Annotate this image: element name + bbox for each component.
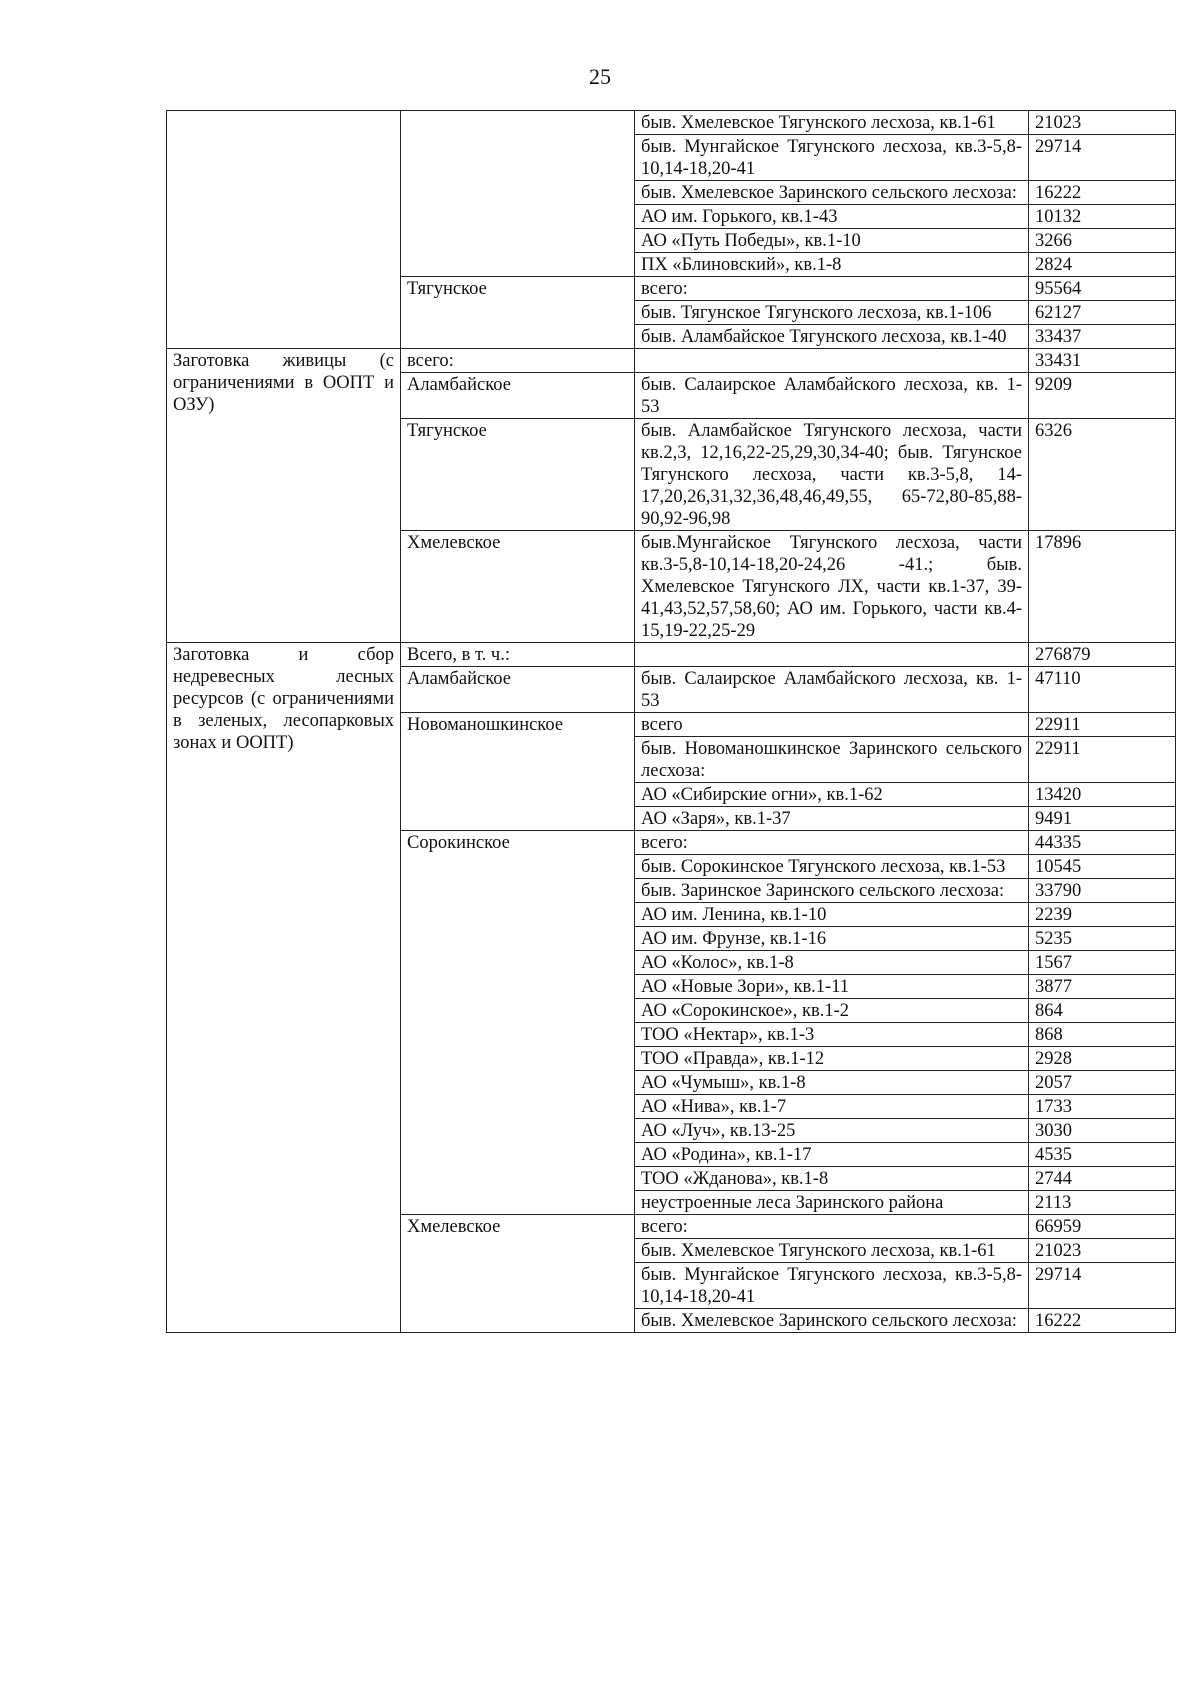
volume-cell: 33437 (1029, 325, 1176, 349)
volume-cell: 3030 (1029, 1119, 1176, 1143)
area-cell: АО «Новые Зори», кв.1-11 (635, 975, 1029, 999)
area-cell: ТОО «Правда», кв.1-12 (635, 1047, 1029, 1071)
area-cell: всего: (635, 1215, 1029, 1239)
volume-cell: 5235 (1029, 927, 1176, 951)
forestry-cell: Новоманошкинское (401, 713, 635, 831)
volume-cell: 1567 (1029, 951, 1176, 975)
forestry-cell: Всего, в т. ч.: (401, 643, 635, 667)
forestry-cell: Хмелевское (401, 1215, 635, 1333)
area-cell: быв. Мунгайское Тягунского лесхоза, кв.3-5,8-10,14-18,20-41 (635, 1263, 1029, 1309)
forestry-cell: Сорокинское (401, 831, 635, 1215)
volume-cell: 3877 (1029, 975, 1176, 999)
area-cell: всего: (635, 277, 1029, 301)
forestry-cell: всего: (401, 349, 635, 373)
forestry-cell: Тягунское (401, 277, 635, 349)
volume-cell: 62127 (1029, 301, 1176, 325)
area-cell: неустроенные леса Заринского района (635, 1191, 1029, 1215)
volume-cell: 10132 (1029, 205, 1176, 229)
area-cell: АО «Луч», кв.13-25 (635, 1119, 1029, 1143)
volume-cell: 29714 (1029, 135, 1176, 181)
volume-cell: 6326 (1029, 419, 1176, 531)
volume-cell: 1733 (1029, 1095, 1176, 1119)
volume-cell: 21023 (1029, 111, 1176, 135)
table-row (167, 111, 1176, 135)
page-number: 25 (589, 64, 611, 89)
table-row (167, 349, 1176, 373)
area-cell: быв. Хмелевское Тягунского лесхоза, кв.1-61 (635, 1239, 1029, 1263)
area-cell: быв.Мунгайское Тягунского лесхоза, части кв.3-5,8-10,14-18,20-24,26 -41.; быв. Хмелевское Тягунского ЛХ, части кв.1-37, 39-41,43,52,57,58,60; АО им. Горького, части кв.4-15,19-22,25-29 (635, 531, 1029, 643)
forest-use-table (166, 110, 1176, 1333)
forestry-cell: Хмелевское (401, 531, 635, 643)
area-cell: всего: (635, 831, 1029, 855)
area-cell: АО «Сибирские огни», кв.1-62 (635, 783, 1029, 807)
table-row (167, 643, 1176, 667)
volume-cell: 17896 (1029, 531, 1176, 643)
volume-cell: 47110 (1029, 667, 1176, 713)
volume-cell: 10545 (1029, 855, 1176, 879)
volume-cell: 33790 (1029, 879, 1176, 903)
volume-cell: 2239 (1029, 903, 1176, 927)
volume-cell: 868 (1029, 1023, 1176, 1047)
volume-cell: 95564 (1029, 277, 1176, 301)
area-cell (635, 349, 1029, 373)
area-cell: быв. Салаирское Аламбайского лесхоза, кв. 1-53 (635, 373, 1029, 419)
area-cell: АО им. Фрунзе, кв.1-16 (635, 927, 1029, 951)
volume-cell: 9209 (1029, 373, 1176, 419)
area-cell: быв. Хмелевское Тягунского лесхоза, кв.1-61 (635, 111, 1029, 135)
volume-cell: 33431 (1029, 349, 1176, 373)
volume-cell: 16222 (1029, 1309, 1176, 1333)
activity-cell: Заготовка живицы (с ограничениями в ООПТ и ОЗУ) (167, 349, 401, 643)
area-cell: АО им. Ленина, кв.1-10 (635, 903, 1029, 927)
area-cell: быв. Сорокинское Тягунского лесхоза, кв.1-53 (635, 855, 1029, 879)
volume-cell: 9491 (1029, 807, 1176, 831)
volume-cell: 29714 (1029, 1263, 1176, 1309)
area-cell: быв. Аламбайское Тягунского лесхоза, части кв.2,3, 12,16,22-25,29,30,34-40; быв. Тягунское Тягунского лесхоза, части кв.3-5,8, 14-17,20,26,31,32,36,48,46,49,55, 65-72,80-85,88-90,92-96,98 (635, 419, 1029, 531)
area-cell: АО «Сорокинское», кв.1-2 (635, 999, 1029, 1023)
area-cell: АО им. Горького, кв.1-43 (635, 205, 1029, 229)
area-cell: всего (635, 713, 1029, 737)
area-cell: АО «Путь Победы», кв.1-10 (635, 229, 1029, 253)
area-cell: ПХ «Блиновский», кв.1-8 (635, 253, 1029, 277)
area-cell: ТОО «Нектар», кв.1-3 (635, 1023, 1029, 1047)
area-cell: ТОО «Жданова», кв.1-8 (635, 1167, 1029, 1191)
area-cell: быв. Аламбайское Тягунского лесхоза, кв.1-40 (635, 325, 1029, 349)
forestry-cell (401, 111, 635, 277)
volume-cell: 2113 (1029, 1191, 1176, 1215)
forestry-cell: Аламбайское (401, 373, 635, 419)
area-cell: быв. Тягунское Тягунского лесхоза, кв.1-106 (635, 301, 1029, 325)
volume-cell: 21023 (1029, 1239, 1176, 1263)
volume-cell: 16222 (1029, 181, 1176, 205)
forestry-cell: Тягунское (401, 419, 635, 531)
volume-cell: 2744 (1029, 1167, 1176, 1191)
area-cell: АО «Чумыш», кв.1-8 (635, 1071, 1029, 1095)
volume-cell: 3266 (1029, 229, 1176, 253)
area-cell: быв. Мунгайское Тягунского лесхоза, кв.3-5,8-10,14-18,20-41 (635, 135, 1029, 181)
volume-cell: 4535 (1029, 1143, 1176, 1167)
volume-cell: 2824 (1029, 253, 1176, 277)
volume-cell: 22911 (1029, 737, 1176, 783)
activity-cell: Заготовка и сбор недревесных лесных ресурсов (с ограничениями в зеленых, лесопарковых зонах и ООПТ) (167, 643, 401, 1333)
area-cell: быв. Новоманошкинское Заринского сельского лесхоза: (635, 737, 1029, 783)
area-cell: АО «Нива», кв.1-7 (635, 1095, 1029, 1119)
area-cell: быв. Хмелевское Заринского сельского лесхоза: (635, 1309, 1029, 1333)
volume-cell: 66959 (1029, 1215, 1176, 1239)
volume-cell: 2928 (1029, 1047, 1176, 1071)
area-cell: АО «Родина», кв.1-17 (635, 1143, 1029, 1167)
volume-cell: 44335 (1029, 831, 1176, 855)
area-cell (635, 643, 1029, 667)
volume-cell: 2057 (1029, 1071, 1176, 1095)
forestry-cell: Аламбайское (401, 667, 635, 713)
volume-cell: 276879 (1029, 643, 1176, 667)
volume-cell: 22911 (1029, 713, 1176, 737)
area-cell: АО «Заря», кв.1-37 (635, 807, 1029, 831)
area-cell: быв. Заринское Заринского сельского лесхоза: (635, 879, 1029, 903)
activity-cell (167, 111, 401, 349)
area-cell: быв. Салаирское Аламбайского лесхоза, кв. 1-53 (635, 667, 1029, 713)
area-cell: быв. Хмелевское Заринского сельского лесхоза: (635, 181, 1029, 205)
volume-cell: 864 (1029, 999, 1176, 1023)
volume-cell: 13420 (1029, 783, 1176, 807)
area-cell: АО «Колос», кв.1-8 (635, 951, 1029, 975)
